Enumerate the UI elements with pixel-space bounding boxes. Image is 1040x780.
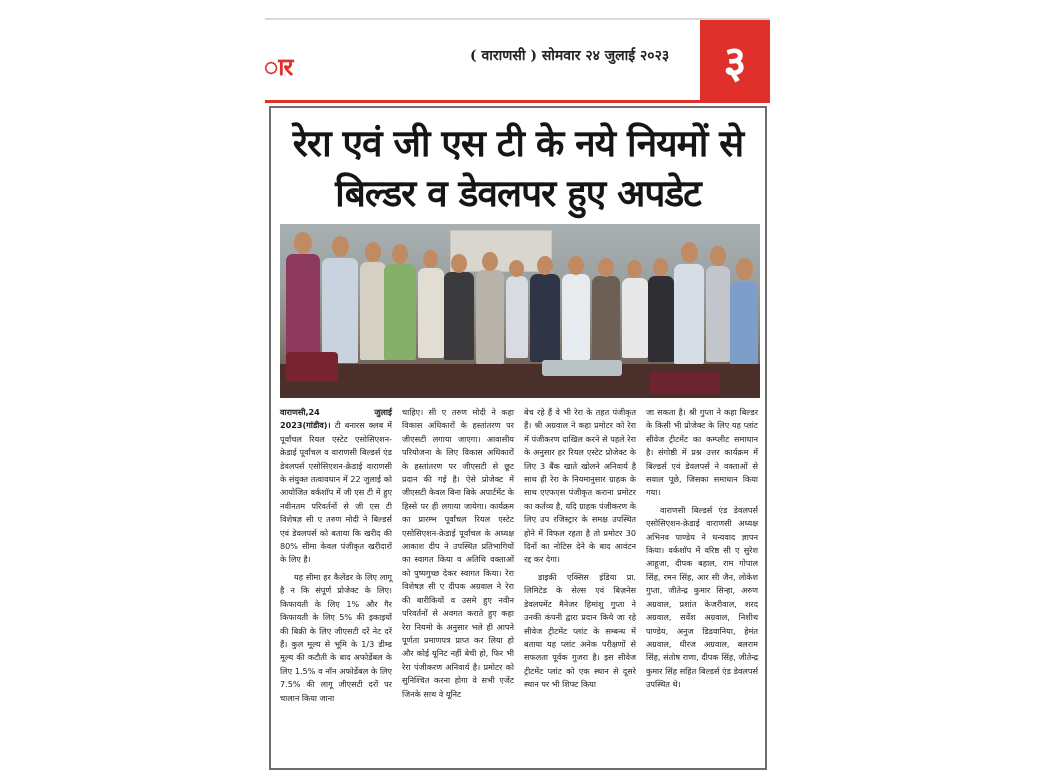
article-dateline: वाराणसी,24 जुलाई 2023(गांडीव)। — [280, 407, 392, 431]
group-photo — [280, 224, 760, 398]
column-2-paragraph-1: चाहिए। सी ए तरुण मोदी ने कहा विकास अधिकारों के हस्तांतरण पर जीएसटी लगाया जाएगा। आवासीय परियोजना के लिए विकास अधिकारों के हस्तांतरण पर जीएसटी से छूट प्रदान की गई है। ऐसे प्रोजेक्ट में जीएसटी केवल बिना बिके अपार्टमेंट के हिस्से पर ही लगाया जायेगा। कार्यक्रम का प्रारम्भ पूर्वांचल रियल एस्टेट एसोसिएशन-क्रेडाई पूर्वांचल के अध्यक्ष आकाश दीप ने उपस्थित प्रतिभागियों का स्वागत किया व अतिथि वक्ताओं को पुष्पगुच्छ देकर स्वागत किया। रेरा विशेषज्ञ सी ए दीपक अग्रवाल ने रेरा की बारीकियों व उसमे हुए नवीन परिवर्तनों से अवगत कराते हुए कहा रेरा नियमो के अनुसार भले ही आपने पूर्णता प्रमाणपत्र प्राप्त कर लिया हो और कोई यूनिट नहीं बेची हो, फिर भी रेरा पंजीकरण अनिवार्य है। प्रमोटर को सुनिश्चित करना होगा वे सभी एजेंट जिनके साथ वे यूनिट — [402, 407, 514, 699]
article-column-3 — [524, 406, 636, 696]
headline-line-1: रेरा एवं जी एस टी के नये नियमों से — [292, 122, 744, 165]
column-1-paragraph-2: यह सीमा हर कैलेंडर के लिए लागू है न कि संपूर्ण प्रोजेक्ट के लिए। किफायती के लिए 1% और गैर किफायती के लिए 5% की इकाइयों की बिक्री के लिए जीएसटी दरें नेट दरें हैं। कुल मूल्य से भूमि के 1/3 डीम्ड मूल्य की कटौती के बाद अफोर्डेबल के लिए 1.5% व नॉन अफोर्डेबल के लिए 7.5% की लागू जीएसटी दरों पर चालान किया जाना — [280, 571, 392, 703]
masthead-fragment: ार — [264, 53, 293, 81]
top-rule — [265, 18, 770, 20]
column-3-paragraph-2: डाइकी एक्सिस इंडिया प्रा. लिमिटेड के सेल्स एवं बिज़नेस डेवलपमेंट मैनेजर हिमांशु गुप्ता ने उनकी कंपनी द्वारा प्रदान किये जा रहे सीवेज ट्रीटमेंट प्लांट के सम्बन्ध में बताया यह प्लांट अनेक परीक्षणों से सफलता पूर्वक गुजरा है। इस सीवेज ट्रीटमेंट प्लांट को एक स्थान से दूसरे स्थान पर भी शिफ्ट किया — [524, 571, 636, 690]
article-column-2 — [402, 406, 514, 705]
headline-line-2: बिल्डर व डेवलपर हुए अपडेट — [335, 172, 701, 215]
column-4-paragraph-2: वाराणसी बिल्डर्स एंड डेवलपर्स एसोसिएशन-क्रेडाई वाराणसी अध्यक्ष अभिनव पाण्डेय ने धन्यवाद ज्ञापन किया। वर्कशॉप में वरिष्ठ सी ए सुरेश आहूजा, दीपक बहाल, राम गोपाल सिंह, रमन सिंह, आर सी जैन, लोकेश गुप्ता, जीतेन्द्र कुमार सिन्हा, अरुण अग्रवाल, प्रशांत केजरीवाल, शरद अग्रवाल, सर्वेश अग्रवाल, निशीथ पाण्डेय, अनुज डिडवानिया, हेमंत अग्रवाल, धीरज अग्रवाल, बलराम सिंह, संतोष राणा, दीपक सिंह, जीतेन्द्र कुमार सिंह सहित बिल्डर्स एंड डेवलपर्स उपस्थित थे। — [646, 504, 758, 690]
article-column-4 — [646, 406, 758, 696]
article-column-1 — [280, 406, 392, 709]
article-body — [280, 406, 760, 766]
column-4-paragraph-1: जा सकता है। श्री गुप्ता ने कहा बिल्डर के किसी भी प्रोजेक्ट के लिए यह प्लांट सीवेज ट्रीटमेंट का कम्प्लीट समाधान है। संगोष्ठी में प्रश्न उत्तर कार्यक्रम में बिल्डर्स एवं डेवलपर्स ने वक्ताओं से सवाल पूछे, जिसका समाधान किया गया। — [646, 407, 758, 498]
page-dateline: ( वाराणसी ) सोमवार २४ जुलाई २०२३ — [470, 48, 670, 64]
page-number: ३ — [700, 20, 770, 100]
column-3-paragraph-1: बेच रहे हैं वे भी रेरा के तहत पंजीकृत हैं। श्री अग्रवाल ने कहा प्रमोटर को रेरा में पंजीकरण दाखिल करने से पहले रेरा के अनुसार हर रियल एस्टेट प्रोजेक्ट के लिए 3 बैंक खाते खोलने अनिवार्य है साथ ही रेरा के नियमानुसार ग्राहक के साथ एएफएस पंजीकृत कराना प्रमोटर का कर्तव्य है, यदि ग्राहक पंजीकरण के लिए उप रजिस्ट्रार के समक्ष उपस्थित होने में विफल रहता है तो प्रमोटर 30 दिनों का नोटिस देने के बाद आवंटन रद्द कर देगा। — [524, 407, 636, 565]
header-rule — [265, 100, 770, 103]
news-article — [269, 106, 767, 770]
column-1-paragraph-1: टी बनारस क्लब में पूर्वांचल रियल एस्टेट एसोसिएशन-क्रेडाई पूर्वांचल व वाराणसी बिल्डर्स एंड डेवलपर्स एसोसिएशन-क्रेडाई वाराणसी के संयुक्त तत्वावधान में 22 जुलाई को आयोजित वर्कशॉप में जी एस टी में हुए नवीनतम परिवर्तनों से जी एस टी विशेषज्ञ सी ए तरुण मोदी ने बिल्डर्स एवं डेवलपर्स को बताया कि खरीद की 80% सीमा केवल पंजीकृत खरीदारों के लिए है। — [280, 420, 393, 565]
